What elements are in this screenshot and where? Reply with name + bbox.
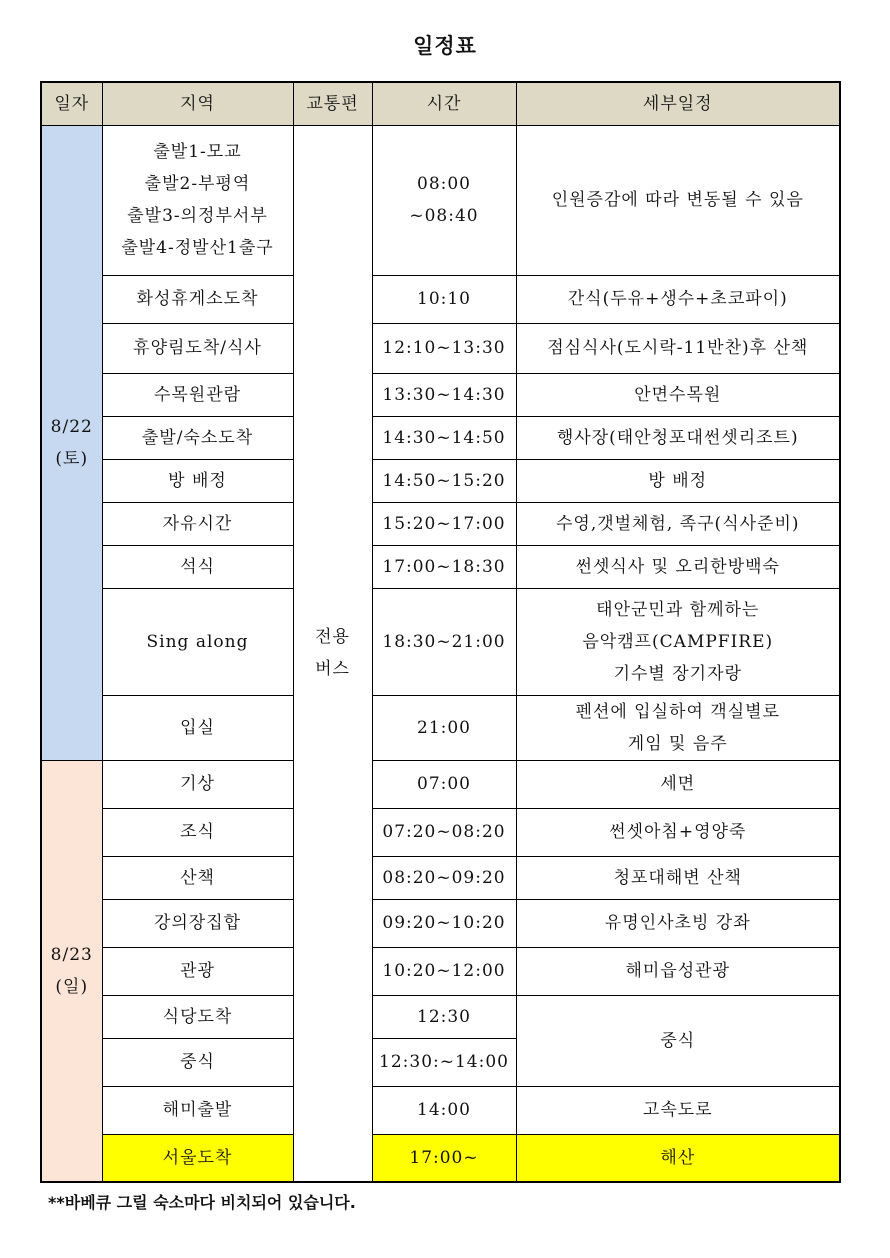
place-line: Sing along — [146, 631, 249, 652]
detail-line: 세면 — [660, 774, 696, 794]
place-cell — [102, 545, 293, 588]
detail-line: 간식(두유+생수+초코파이) — [567, 289, 788, 309]
place-cell — [102, 995, 293, 1038]
place-line: 조식 — [180, 822, 215, 842]
time-line: 12:30 — [417, 1006, 471, 1027]
detail-cell — [516, 808, 840, 856]
footnote: **바베큐 그릴 숙소마다 비치되어 있습니다. — [48, 1193, 356, 1212]
time-line: 18:30~21:00 — [382, 631, 506, 652]
time-line: 14:50~15:20 — [382, 470, 506, 491]
place-line: 화성휴게소도착 — [136, 289, 259, 309]
detail-line: 중식 — [660, 1030, 696, 1051]
place-line: 식당도착 — [162, 1006, 233, 1027]
place-cell — [102, 459, 293, 502]
transport-cell — [293, 125, 372, 1182]
detail-line: 점심식사(도시락-11반찬)후 산책 — [547, 338, 809, 358]
table-row — [41, 760, 840, 808]
detail-line: 기수별 장기자랑 — [613, 663, 742, 684]
time-cell — [372, 995, 516, 1038]
detail-cell — [516, 695, 840, 760]
table-row — [41, 947, 840, 995]
place-cell — [102, 323, 293, 373]
date-date: 8/23 — [50, 944, 93, 965]
detail-cell — [516, 545, 840, 588]
detail-line: 썬셋식사 및 오리한방백숙 — [575, 556, 780, 577]
time-line: 10:20~12:00 — [382, 961, 506, 981]
detail-cell — [516, 275, 840, 323]
time-line: 10:10 — [417, 289, 471, 309]
place-line: 입실 — [180, 717, 215, 738]
place-cell — [102, 1134, 293, 1182]
detail-line: 해산 — [660, 1147, 696, 1168]
header-time: 시간 — [372, 82, 516, 125]
place-line: 산책 — [180, 867, 215, 888]
table-row — [41, 416, 840, 459]
time-line: 12:10~13:30 — [382, 338, 506, 358]
time-cell — [372, 323, 516, 373]
date-cell-day2 — [41, 760, 102, 1182]
time-cell — [372, 695, 516, 760]
place-line: 출발4-정발산1출구 — [121, 238, 274, 258]
place-line: 방 배정 — [168, 470, 227, 491]
header-row — [41, 82, 840, 125]
detail-line: 썬셋아침+영양죽 — [609, 822, 747, 842]
detail-cell — [516, 1086, 840, 1134]
place-cell — [102, 899, 293, 947]
time-line: 15:20~17:00 — [382, 513, 506, 534]
detail-cell — [516, 588, 840, 695]
place-line: 수목원관람 — [153, 384, 242, 405]
place-cell — [102, 416, 293, 459]
detail-cell — [516, 899, 840, 947]
place-cell — [102, 502, 293, 545]
detail-cell — [516, 373, 840, 416]
time-cell — [372, 125, 516, 275]
table-row — [41, 856, 840, 899]
date-dow: (토) — [55, 448, 89, 469]
time-cell — [372, 947, 516, 995]
transport-line: 버스 — [315, 659, 350, 680]
place-line: 해미출발 — [162, 1100, 233, 1120]
table-row — [41, 545, 840, 588]
time-cell — [372, 899, 516, 947]
time-cell — [372, 856, 516, 899]
place-line: 중식 — [180, 1052, 215, 1072]
transport-line: 전용 — [315, 627, 350, 648]
time-cell — [372, 502, 516, 545]
detail-cell — [516, 459, 840, 502]
place-line: 기상 — [180, 774, 215, 794]
place-line: 서울도착 — [162, 1147, 233, 1168]
detail-line: 안면수목원 — [634, 384, 722, 405]
time-line: 09:20~10:20 — [382, 913, 506, 933]
place-cell — [102, 695, 293, 760]
time-cell — [372, 373, 516, 416]
header-date: 일자 — [41, 82, 102, 125]
place-cell — [102, 856, 293, 899]
time-line: 08:20~09:20 — [382, 867, 506, 888]
detail-cell — [516, 323, 840, 373]
date-dow: (일) — [55, 976, 89, 997]
detail-line: 수영,갯벌체험, 족구(식사준비) — [555, 513, 800, 534]
table-row — [41, 695, 840, 760]
header-transport: 교통편 — [293, 82, 372, 125]
time-line: 14:00 — [417, 1100, 471, 1120]
place-cell — [102, 125, 293, 275]
table-row — [41, 1086, 840, 1134]
time-cell — [372, 275, 516, 323]
time-line: 17:00~ — [409, 1147, 479, 1168]
detail-line: 방 배정 — [648, 470, 708, 491]
time-cell — [372, 588, 516, 695]
table-row — [41, 125, 840, 275]
table-row — [41, 995, 840, 1038]
detail-line: 청포대해변 산책 — [613, 867, 742, 888]
place-line: 출발2-부평역 — [144, 174, 251, 194]
time-line: 07:20~08:20 — [382, 822, 506, 842]
time-cell — [372, 459, 516, 502]
header-place: 지역 — [102, 82, 293, 125]
time-line: 17:00~18:30 — [382, 556, 506, 577]
table-row — [41, 275, 840, 323]
place-cell — [102, 760, 293, 808]
table-row — [41, 1134, 840, 1182]
place-cell — [102, 275, 293, 323]
place-cell — [102, 588, 293, 695]
place-cell — [102, 808, 293, 856]
detail-cell — [516, 1134, 840, 1182]
time-cell — [372, 1086, 516, 1134]
time-cell — [372, 416, 516, 459]
detail-line: 인원증감에 따라 변동될 수 있음 — [551, 190, 804, 210]
time-line: 07:00 — [417, 774, 471, 794]
detail-line: 고속도로 — [642, 1100, 713, 1120]
detail-cell — [516, 760, 840, 808]
detail-cell — [516, 125, 840, 275]
time-line: 08:00 — [417, 174, 471, 194]
place-line: 석식 — [180, 556, 215, 577]
date-cell-day1 — [41, 125, 102, 760]
place-line: 휴양림도착/식사 — [133, 338, 262, 358]
detail-line: 게임 및 음주 — [627, 733, 728, 754]
detail-line: 유명인사초빙 강좌 — [604, 913, 751, 933]
detail-line: 펜션에 입실하여 객실별로 — [575, 701, 780, 722]
detail-line: 해미읍성관광 — [625, 961, 731, 981]
time-line: ~08:40 — [409, 206, 479, 226]
time-line: 12:30:~14:00 — [379, 1052, 509, 1072]
place-line: 관광 — [180, 961, 215, 981]
place-line: 출발1-모교 — [153, 142, 242, 162]
table-row — [41, 459, 840, 502]
time-line: 21:00 — [417, 717, 471, 738]
place-cell — [102, 947, 293, 995]
place-line: 자유시간 — [162, 513, 233, 534]
table-row — [41, 899, 840, 947]
detail-line: 행사장(태안청포대썬셋리조트) — [556, 427, 799, 448]
header-detail: 세부일정 — [516, 82, 840, 125]
time-line: 13:30~14:30 — [382, 384, 506, 405]
detail-cell — [516, 995, 840, 1086]
place-cell — [102, 1086, 293, 1134]
time-cell — [372, 545, 516, 588]
date-date: 8/22 — [50, 416, 93, 437]
detail-cell — [516, 416, 840, 459]
place-line: 출발3-의정부서부 — [127, 206, 268, 226]
page-title: 일정표 — [413, 34, 477, 58]
time-cell — [372, 1134, 516, 1182]
detail-line: 태안군민과 함께하는 — [596, 599, 760, 620]
time-cell — [372, 1038, 516, 1086]
detail-cell — [516, 947, 840, 995]
detail-line: 음악캠프(CAMPFIRE) — [582, 631, 774, 652]
time-line: 14:30~14:50 — [382, 427, 506, 448]
table-row — [41, 373, 840, 416]
table-row — [41, 502, 840, 545]
table-row — [41, 323, 840, 373]
table-row — [41, 808, 840, 856]
time-cell — [372, 808, 516, 856]
place-cell — [102, 1038, 293, 1086]
detail-cell — [516, 856, 840, 899]
time-cell — [372, 760, 516, 808]
schedule-table — [40, 81, 841, 1183]
detail-cell — [516, 502, 840, 545]
place-line: 강의장집합 — [153, 913, 242, 933]
table-row — [41, 588, 840, 695]
place-line: 출발/숙소도착 — [141, 427, 254, 448]
place-cell — [102, 373, 293, 416]
